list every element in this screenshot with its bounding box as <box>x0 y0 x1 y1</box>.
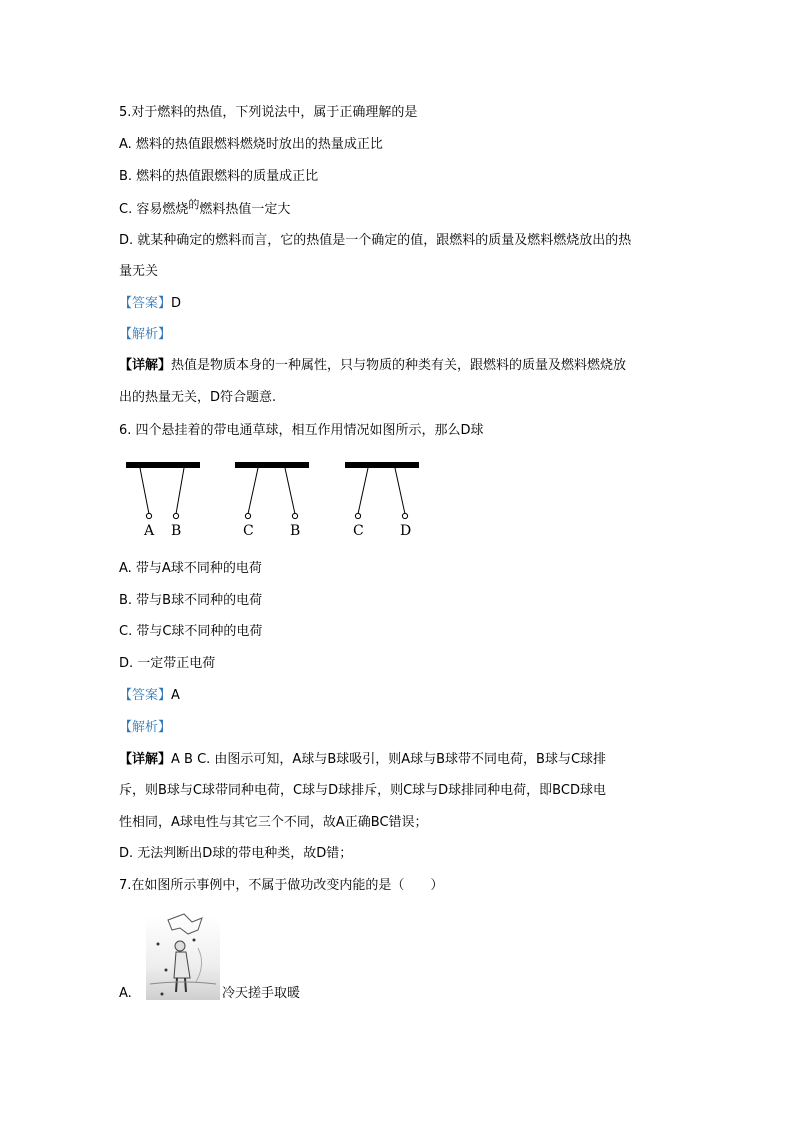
hanging-balls-diagram <box>120 455 430 545</box>
detail-label: 【详解】 <box>119 752 172 767</box>
q6-option-d: D. 一定带正电荷 <box>119 656 216 671</box>
svg-text:C: C <box>353 523 364 539</box>
q6-detail-1 <box>119 752 606 768</box>
q6-option-a: A. 带与A球不同种的电荷 <box>119 561 262 576</box>
q6-option-c: C. 带与C球不同种的电荷 <box>119 624 263 639</box>
q6-detail-2: 斥，则B球与C球带同种电荷，C球与D球排斥，则C球与D球排同种电荷，即BCD球电 <box>119 783 606 798</box>
svg-text:C: C <box>243 523 254 539</box>
q5-detail-2: 出的热量无关，D符合题意. <box>119 390 277 405</box>
svg-text:B: B <box>290 523 301 539</box>
q6-detail-4: D. 无法判断出D球的带电种类，故D错； <box>119 846 353 861</box>
q5-analysis-label: 【解析】 <box>119 327 172 342</box>
q6-answer <box>119 688 180 704</box>
answer-label: 【答案】 <box>119 296 172 311</box>
q7-option-a-text: 冷天搓手取暖 <box>222 986 301 1001</box>
detail-text: 热值是物质本身的一种属性，只与物质的种类有关，跟燃料的质量及燃料燃烧放 <box>171 358 627 373</box>
q5-option-c-sup: 的 <box>188 198 200 211</box>
q7-option-a-label: A. <box>119 986 132 1001</box>
q5-option-a: A. 燃料的热值跟燃料燃烧时放出的热量成正比 <box>119 137 383 152</box>
q7-stem: 7.在如图所示事例中，不属于做功改变内能的是（ ） <box>119 878 444 893</box>
q6-analysis-label: 【解析】 <box>119 720 172 735</box>
q5-stem: 5.对于燃料的热值，下列说法中，属于正确理解的是 <box>119 105 418 120</box>
svg-text:D: D <box>400 523 412 539</box>
q5-option-c <box>119 198 291 218</box>
svg-text:A: A <box>144 523 155 539</box>
q6-stem: 6. 四个悬挂着的带电通草球，相互作用情况如图所示，那么D球 <box>119 423 484 438</box>
svg-text:B: B <box>171 523 182 539</box>
person-in-wind-image <box>146 908 220 1000</box>
detail-text: A B C. 由图示可知，A球与B球吸引，则A球与B球带不同电荷，B球与C球排 <box>171 752 607 767</box>
q5-option-d-cont: 量无关 <box>119 264 159 279</box>
q5-option-c-pre: C. 容易燃烧 <box>119 202 189 217</box>
answer-label: 【答案】 <box>119 688 172 703</box>
answer-value: D <box>171 296 182 311</box>
charged-balls-figure <box>120 455 430 545</box>
q6-detail-3: 性相同，A球电性与其它三个不同，故A正确BC错误； <box>119 815 428 830</box>
detail-label: 【详解】 <box>119 358 172 373</box>
q5-option-d: D. 就某种确定的燃料而言，它的热值是一个确定的值，跟燃料的质量及燃料燃烧放出的热 <box>119 233 632 248</box>
q5-option-b: B. 燃料的热值跟燃料的质量成正比 <box>119 169 319 184</box>
answer-value: A <box>171 688 180 703</box>
q5-detail-1 <box>119 358 626 374</box>
rubbing-hands-illustration <box>146 908 220 1000</box>
q6-option-b: B. 带与B球不同种的电荷 <box>119 593 263 608</box>
q5-answer <box>119 296 181 312</box>
q5-option-c-post: 燃料热值一定大 <box>199 202 291 217</box>
